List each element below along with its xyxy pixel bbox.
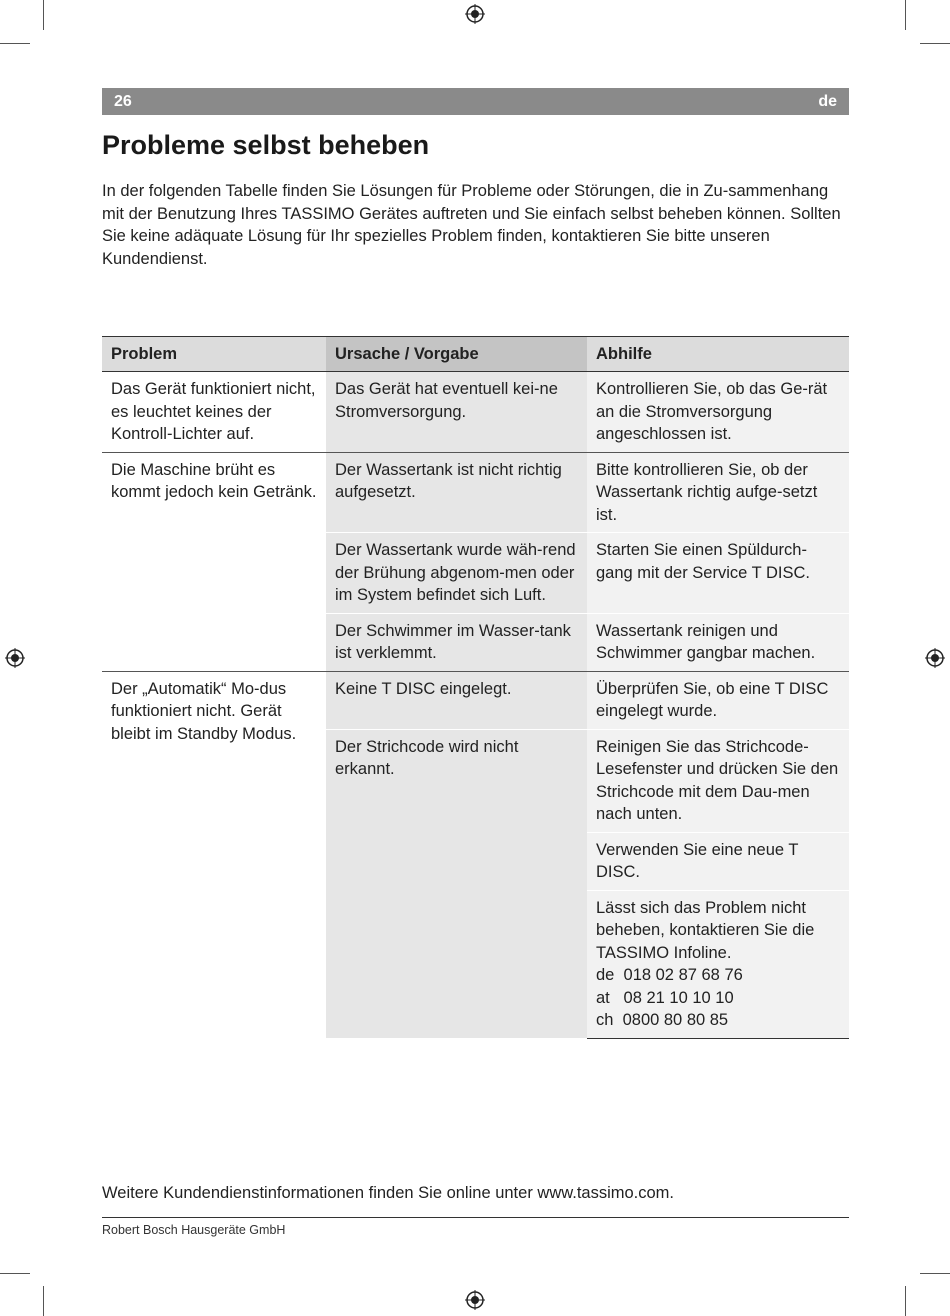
infoline-text: Lässt sich das Problem nicht beheben, kontaktieren Sie die TASSIMO Infoline. xyxy=(596,898,815,962)
footer-divider xyxy=(102,1217,849,1218)
remedy-cell-infoline xyxy=(587,890,849,1038)
troubleshooting-table xyxy=(102,336,849,1039)
remedy-cell: Kontrollieren Sie, ob das Ge-rät an die Stromversorgung angeschlossen ist. xyxy=(587,372,849,453)
cause-cell: Das Gerät hat eventuell kei-ne Stromversorgung. xyxy=(326,372,587,453)
remedy-cell: Überprüfen Sie, ob eine T DISC eingelegt wurde. xyxy=(587,671,849,729)
column-header-problem: Problem xyxy=(102,337,326,372)
cause-cell: Der Wassertank wurde wäh-rend der Brühung abgenom-men oder im System befindet sich Luft. xyxy=(326,533,587,614)
language-code: de xyxy=(818,92,837,110)
remedy-cell: Starten Sie einen Spüldurch-gang mit der Service T DISC. xyxy=(587,533,849,614)
cause-cell: Der Schwimmer im Wasser-tank ist verklemmt. xyxy=(326,613,587,671)
registration-mark-icon xyxy=(5,648,25,668)
crop-mark xyxy=(905,1286,906,1316)
page-number: 26 xyxy=(114,92,132,110)
remedy-cell: Verwenden Sie eine neue T DISC. xyxy=(587,832,849,890)
crop-mark xyxy=(43,0,44,30)
crop-mark xyxy=(0,1273,30,1274)
problem-cell: Die Maschine brüht es kommt jedoch kein Getränk. xyxy=(102,452,326,671)
remedy-cell: Reinigen Sie das Strichcode-Lesefenster und drücken Sie den Strichcode mit dem Dau-men nach unten. xyxy=(587,729,849,832)
table-row xyxy=(102,372,849,453)
crop-mark xyxy=(0,43,30,44)
problem-cell: Der „Automatik“ Mo-dus funktioniert nicht. Gerät bleibt im Standby Modus. xyxy=(102,671,326,1038)
cause-cell: Der Wassertank ist nicht richtig aufgesetzt. xyxy=(326,452,587,533)
problem-cell: Das Gerät funktioniert nicht, es leuchtet keines der Kontroll-Lichter auf. xyxy=(102,372,326,453)
intro-paragraph: In der folgenden Tabelle finden Sie Lösungen für Probleme oder Störungen, die in Zu-sammenhang mit der Benutzung Ihres TASSIMO Gerätes auftreten und Sie einfach selbst beheben können. Sollten Sie keine adäquate Lösung für Ihr spezielles Problem finden, kontaktieren Sie bitte unseren Kundendienst. xyxy=(102,182,841,268)
crop-mark xyxy=(920,43,950,44)
registration-mark-icon xyxy=(925,648,945,668)
column-header-remedy: Abhilfe xyxy=(587,337,849,372)
cause-cell: Keine T DISC eingelegt. xyxy=(326,671,587,729)
page-header-bar xyxy=(102,88,849,115)
registration-mark-icon xyxy=(465,1290,485,1310)
registration-mark-icon xyxy=(465,4,485,24)
phone-at: at 08 21 10 10 10 xyxy=(596,988,734,1007)
table-row xyxy=(102,671,849,729)
remedy-cell: Bitte kontrollieren Sie, ob der Wassertank richtig aufge-setzt ist. xyxy=(587,452,849,533)
crop-mark xyxy=(905,0,906,30)
footer-info-text: Weitere Kundendienstinformationen finden Sie online unter www.tassimo.com. xyxy=(102,1184,675,1202)
phone-ch: ch 0800 80 80 85 xyxy=(596,1011,729,1029)
phone-de: de 018 02 87 68 76 xyxy=(596,966,743,984)
crop-mark xyxy=(920,1273,950,1274)
company-name: Robert Bosch Hausgeräte GmbH xyxy=(102,1223,286,1237)
cause-cell: Der Strichcode wird nicht erkannt. xyxy=(326,729,587,1038)
table-row xyxy=(102,452,849,533)
remedy-cell: Wassertank reinigen und Schwimmer gangbar machen. xyxy=(587,613,849,671)
column-header-cause: Ursache / Vorgabe xyxy=(326,337,587,372)
table-header-row xyxy=(102,337,849,372)
page-title: Probleme selbst beheben xyxy=(102,130,430,160)
crop-mark xyxy=(43,1286,44,1316)
